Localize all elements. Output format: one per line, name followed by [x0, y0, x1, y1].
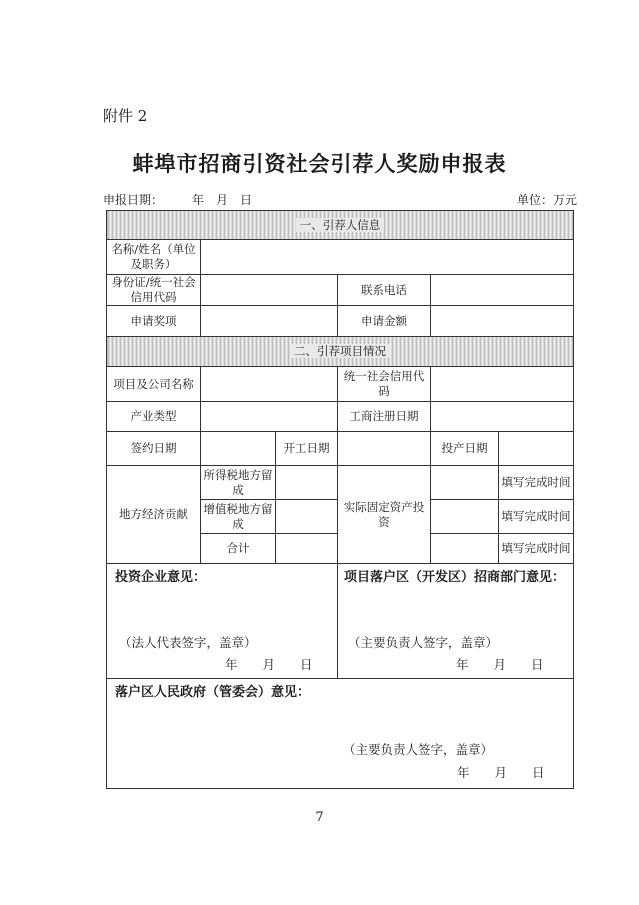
production-date-label: 投产日期 [431, 432, 499, 466]
government-date: 年 月 日 [457, 765, 545, 780]
start-date-label: 开工日期 [276, 432, 338, 466]
name-label: 名称/姓名（单位及职务） [107, 240, 201, 275]
enterprise-sign-note: （法人代表签字，盖章） [119, 635, 257, 650]
government-opinion-box[interactable] [107, 679, 574, 789]
application-form-table [106, 210, 574, 789]
name-field[interactable] [201, 240, 574, 275]
amount-field[interactable] [431, 306, 574, 337]
production-date-field[interactable] [499, 432, 574, 466]
fixed-assets-field-3[interactable] [431, 534, 499, 564]
total-field[interactable] [276, 534, 338, 564]
fill-note-2: 填写完成时间 [499, 500, 574, 534]
reg-date-field[interactable] [431, 402, 574, 432]
total-label: 合计 [201, 534, 276, 564]
company-field[interactable] [201, 367, 338, 402]
sign-date-field[interactable] [201, 432, 276, 466]
contribution-label: 地方经济贡献 [107, 466, 201, 564]
enterprise-opinion-heading: 投资企业意见： [115, 570, 207, 585]
amount-label: 申请金额 [338, 306, 431, 337]
district-date: 年 月 日 [456, 657, 544, 672]
enterprise-date: 年 月 日 [225, 657, 313, 672]
vat-field[interactable] [276, 500, 338, 534]
district-opinion-heading: 项目落户区（开发区）招商部门意见： [344, 570, 566, 585]
start-date-field[interactable] [338, 432, 431, 466]
section-header-referrer: 一、引荐人信息 [107, 211, 574, 240]
fixed-assets-field-2[interactable] [431, 500, 499, 534]
fixed-assets-field-1[interactable] [431, 466, 499, 500]
industry-field[interactable] [201, 402, 338, 432]
award-label: 申请奖项 [107, 306, 201, 337]
enterprise-opinion-box[interactable] [107, 564, 338, 679]
district-sign-note: （主要负责人签字，盖章） [348, 635, 499, 650]
unit-label: 单位：万元 [516, 193, 577, 207]
sign-date-label: 签约日期 [107, 432, 201, 466]
page-number: 7 [315, 810, 324, 825]
company-label: 项目及公司名称 [107, 367, 201, 402]
id-field[interactable] [201, 275, 338, 306]
page-title: 蚌埠市招商引资社会引荐人奖励申报表 [132, 151, 507, 176]
date-format: 年 月 日 [192, 193, 253, 207]
award-field[interactable] [201, 306, 338, 337]
phone-field[interactable] [431, 275, 574, 306]
government-sign-note: （主要负责人签字，盖章） [343, 742, 494, 757]
industry-label: 产业类型 [107, 402, 201, 432]
section-header-project: 二、引荐项目情况 [107, 337, 574, 367]
income-tax-label: 所得税地方留成 [201, 466, 276, 500]
credit-code-field[interactable] [431, 367, 574, 402]
attachment-label: 附件 2 [103, 107, 148, 125]
credit-code-label: 统一社会信用代码 [338, 367, 431, 402]
fill-note-1: 填写完成时间 [499, 466, 574, 500]
phone-label: 联系电话 [338, 275, 431, 306]
fill-note-3: 填写完成时间 [499, 534, 574, 564]
vat-label: 增值税地方留成 [201, 500, 276, 534]
district-opinion-box[interactable] [338, 564, 574, 679]
id-label: 身份证/统一社会信用代码 [107, 275, 201, 306]
government-opinion-heading: 落户区人民政府（管委会）意见： [115, 685, 311, 700]
reg-date-label: 工商注册日期 [338, 402, 431, 432]
fixed-assets-label: 实际固定资产投资 [338, 466, 431, 564]
date-label: 申报日期： [103, 193, 164, 207]
income-tax-field[interactable] [276, 466, 338, 500]
